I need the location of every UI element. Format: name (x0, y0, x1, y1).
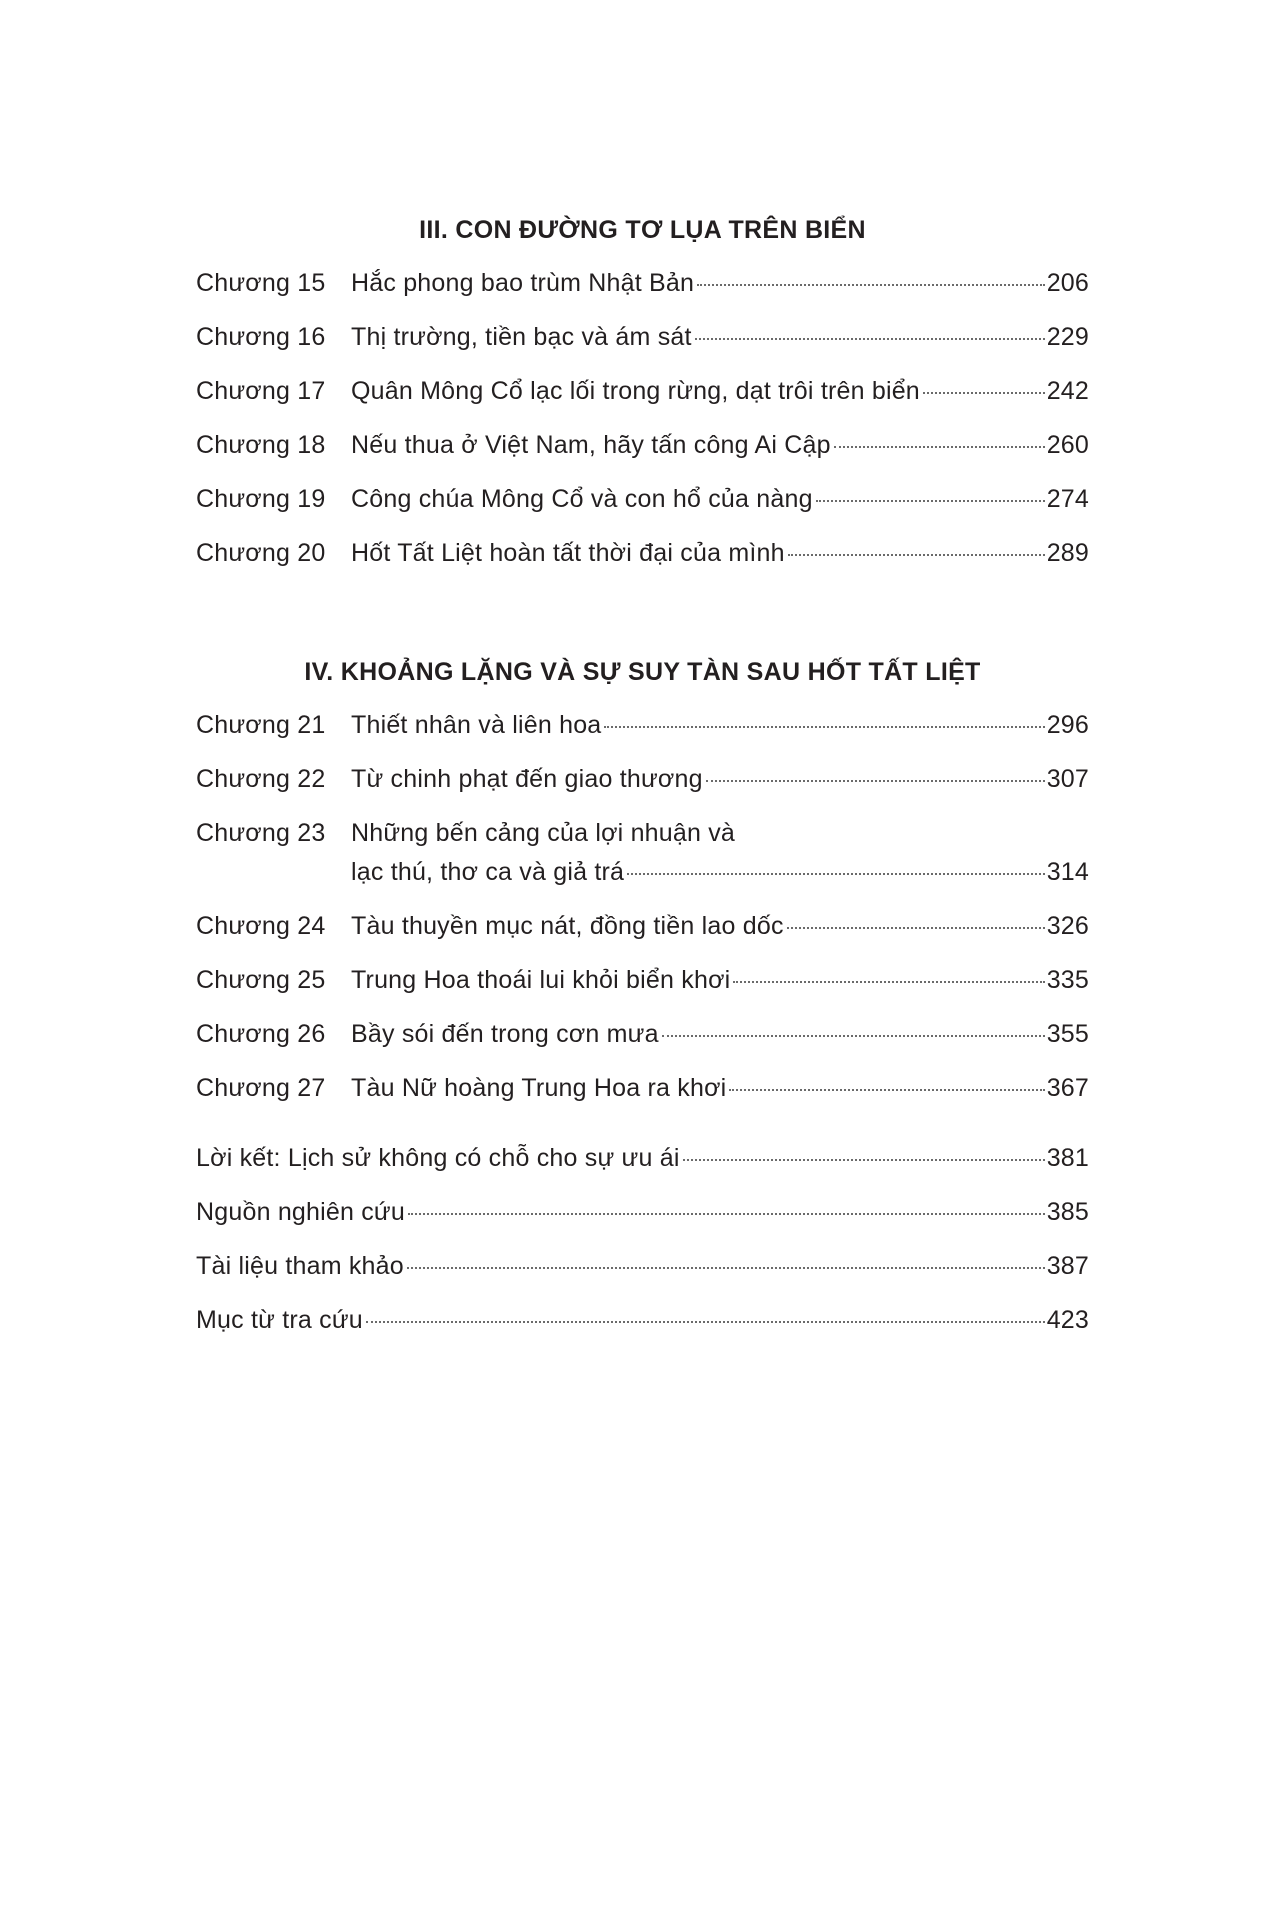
chapter-title-line1: Những bến cảng của lợi nhuận và (351, 819, 736, 847)
dot-leader (695, 338, 1045, 340)
page-number: 289 (1046, 539, 1089, 567)
dot-leader (834, 446, 1045, 448)
page-number: 274 (1046, 485, 1089, 513)
chapter-title: Hắc phong bao trùm Nhật Bản (351, 269, 695, 297)
dot-leader (923, 392, 1045, 394)
toc-entry-references[interactable] (196, 1248, 1089, 1284)
chapter-number: Chương 22 (196, 765, 326, 793)
entry-title: Tài liệu tham khảo (196, 1252, 404, 1280)
toc-entry[interactable] (196, 815, 1089, 893)
chapter-title: Quân Mông Cổ lạc lối trong rừng, dạt trôi trên biển (351, 377, 920, 405)
page-number: 307 (1046, 765, 1089, 793)
chapter-number: Chương 18 (196, 431, 326, 459)
toc-entry[interactable] (196, 427, 1089, 463)
page-number: 387 (1046, 1252, 1089, 1280)
page-number: 229 (1046, 323, 1089, 351)
toc-entry[interactable] (196, 761, 1089, 797)
dot-leader (604, 726, 1044, 728)
toc-entry[interactable] (196, 265, 1089, 301)
toc-entry[interactable] (196, 373, 1089, 409)
page-number: 296 (1046, 711, 1089, 739)
toc-entry[interactable] (196, 535, 1089, 571)
chapter-number: Chương 19 (196, 485, 326, 513)
dot-leader (627, 873, 1045, 875)
page-number: 385 (1046, 1198, 1089, 1226)
dot-leader (366, 1321, 1045, 1323)
dot-leader (733, 981, 1044, 983)
toc-entry[interactable] (196, 319, 1089, 355)
toc-entry[interactable] (196, 962, 1089, 998)
page-number: 260 (1046, 431, 1089, 459)
chapter-title: Nếu thua ở Việt Nam, hãy tấn công Ai Cập (351, 431, 831, 459)
chapter-title: Thị trường, tiền bạc và ám sát (351, 323, 692, 351)
page-number: 326 (1046, 912, 1089, 940)
chapter-title: Hốt Tất Liệt hoàn tất thời đại của mình (351, 539, 785, 567)
page-number: 242 (1046, 377, 1089, 405)
page-number: 381 (1046, 1144, 1089, 1172)
dot-leader (816, 500, 1045, 502)
dot-leader (788, 554, 1045, 556)
chapter-number: Chương 20 (196, 539, 326, 567)
page-number: 355 (1046, 1020, 1089, 1048)
chapter-number: Chương 27 (196, 1074, 326, 1102)
toc-entry-index[interactable] (196, 1302, 1089, 1338)
toc-entry[interactable] (196, 481, 1089, 517)
page-number: 423 (1046, 1306, 1089, 1334)
dot-leader (407, 1267, 1045, 1269)
dot-leader (706, 780, 1045, 782)
dot-leader (697, 284, 1045, 286)
dot-leader (787, 927, 1045, 929)
page-number: 335 (1046, 966, 1089, 994)
dot-leader (408, 1213, 1045, 1215)
dot-leader (683, 1159, 1045, 1161)
chapter-title: Tàu thuyền mục nát, đồng tiền lao dốc (351, 912, 784, 940)
page-number: 314 (1046, 858, 1089, 886)
chapter-number: Chương 17 (196, 377, 326, 405)
chapter-number: Chương 16 (196, 323, 326, 351)
toc-entry[interactable] (196, 908, 1089, 944)
entry-title: Mục từ tra cứu (196, 1306, 363, 1334)
chapter-number: Chương 23 (196, 819, 326, 847)
chapter-title: Từ chinh phạt đến giao thương (351, 765, 703, 793)
entry-title: Lời kết: Lịch sử không có chỗ cho sự ưu ái (196, 1144, 680, 1172)
chapter-number: Chương 25 (196, 966, 326, 994)
toc-entry[interactable] (196, 1016, 1089, 1052)
chapter-number: Chương 24 (196, 912, 326, 940)
chapter-title: Trung Hoa thoái lui khỏi biển khơi (351, 966, 731, 994)
toc-entry[interactable] (196, 1070, 1089, 1106)
page-number: 367 (1046, 1074, 1089, 1102)
chapter-title: Thiết nhân và liên hoa (351, 711, 602, 739)
section-title-iv: IV. KHOẢNG LẶNG VÀ SỰ SUY TÀN SAU HỐT TẤT LIỆT (304, 658, 981, 686)
chapter-title: Công chúa Mông Cổ và con hổ của nàng (351, 485, 813, 513)
chapter-number: Chương 26 (196, 1020, 326, 1048)
page-number: 206 (1046, 269, 1089, 297)
chapter-title: Bầy sói đến trong cơn mưa (351, 1020, 659, 1048)
chapter-number: Chương 15 (196, 269, 326, 297)
dot-leader (662, 1035, 1045, 1037)
toc-entry[interactable] (196, 707, 1089, 743)
toc-entry-sources[interactable] (196, 1194, 1089, 1230)
chapter-title: Tàu Nữ hoàng Trung Hoa ra khơi (351, 1074, 727, 1102)
dot-leader (729, 1089, 1044, 1091)
chapter-number: Chương 21 (196, 711, 326, 739)
toc-entry-epilogue[interactable] (196, 1140, 1089, 1176)
entry-title: Nguồn nghiên cứu (196, 1198, 405, 1226)
chapter-title-line2: lạc thú, thơ ca và giả trá (351, 858, 625, 886)
section-title-iii: III. CON ĐƯỜNG TƠ LỤA TRÊN BIỂN (419, 216, 866, 244)
